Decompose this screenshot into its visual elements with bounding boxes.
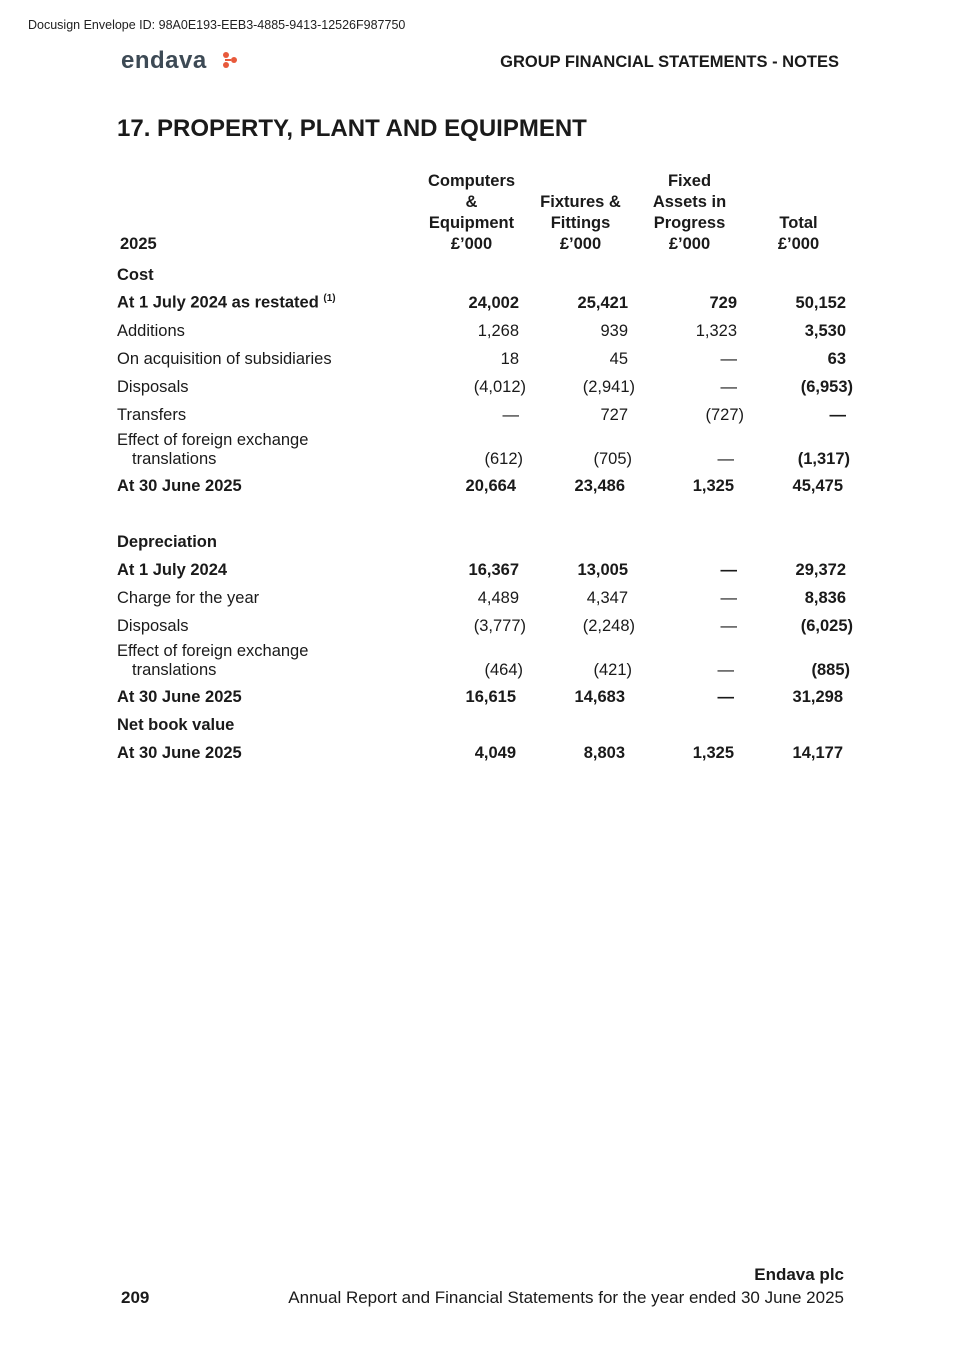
section-heading-nbv: Net book value	[117, 715, 235, 734]
table-row: Effect of foreign exchange translations (612) (705) — (1,317)	[117, 431, 850, 468]
table-row: At 1 July 2024 16,367 13,005 — 29,372	[117, 560, 846, 579]
table-row: On acquisition of subsidiaries 18 45 — 63	[117, 349, 846, 368]
table-row: Additions 1,268 939 1,323 3,530	[117, 321, 846, 340]
page-number: 209	[121, 1288, 150, 1307]
column-header-computers: Computers & Equipment £’000	[427, 172, 516, 253]
docusign-envelope-id: Docusign Envelope ID: 98A0E193-EEB3-4885-9413-12526F987750	[28, 18, 406, 32]
table-row: At 1 July 2024 as restated $^{(1)}$ 24,002 25,421 729 50,152	[117, 293, 846, 312]
section-heading-cost: Cost	[117, 265, 154, 284]
table-row: Transfers — 727 (727) —	[117, 405, 846, 424]
footer-company: Endava plc	[754, 1265, 844, 1284]
column-header-total: Total £’000	[777, 214, 820, 253]
column-header-fixed-assets: Fixed Assets in Progress £’000	[652, 172, 727, 253]
footer-report-title: Annual Report and Financial Statements for the year ended 30 June 2025	[288, 1288, 844, 1307]
spacer-row	[117, 500, 853, 528]
table-row-total: At 30 June 2025 20,664 23,486 1,325 45,475	[117, 476, 843, 495]
column-header-fixtures: Fixtures & Fittings £’000	[540, 193, 621, 253]
table-row: Charge for the year 4,489 4,347 — 8,836	[117, 588, 846, 607]
table-row: Disposals (4,012) (2,941) — (6,953)	[117, 377, 853, 396]
column-headers	[117, 171, 853, 261]
section-title: GROUP FINANCIAL STATEMENTS - NOTES	[500, 53, 839, 71]
table-row: Effect of foreign exchange translations (464) (421) — (885)	[117, 642, 850, 679]
endava-logo: endava	[121, 47, 207, 74]
section-heading-depreciation: Depreciation	[117, 532, 217, 551]
table-row-nbv: At 30 June 2025 4,049 8,803 1,325 14,177	[117, 743, 843, 762]
table-row: Disposals (3,777) (2,248) — (6,025)	[117, 616, 853, 635]
ppe-table	[117, 171, 853, 767]
table-row-total: At 30 June 2025 16,615 14,683 — 31,298	[117, 687, 843, 706]
note-title: 17. PROPERTY, PLANT AND EQUIPMENT	[117, 115, 587, 142]
year-label: 2025	[120, 235, 157, 253]
endava-logo-mark-icon	[222, 51, 238, 69]
